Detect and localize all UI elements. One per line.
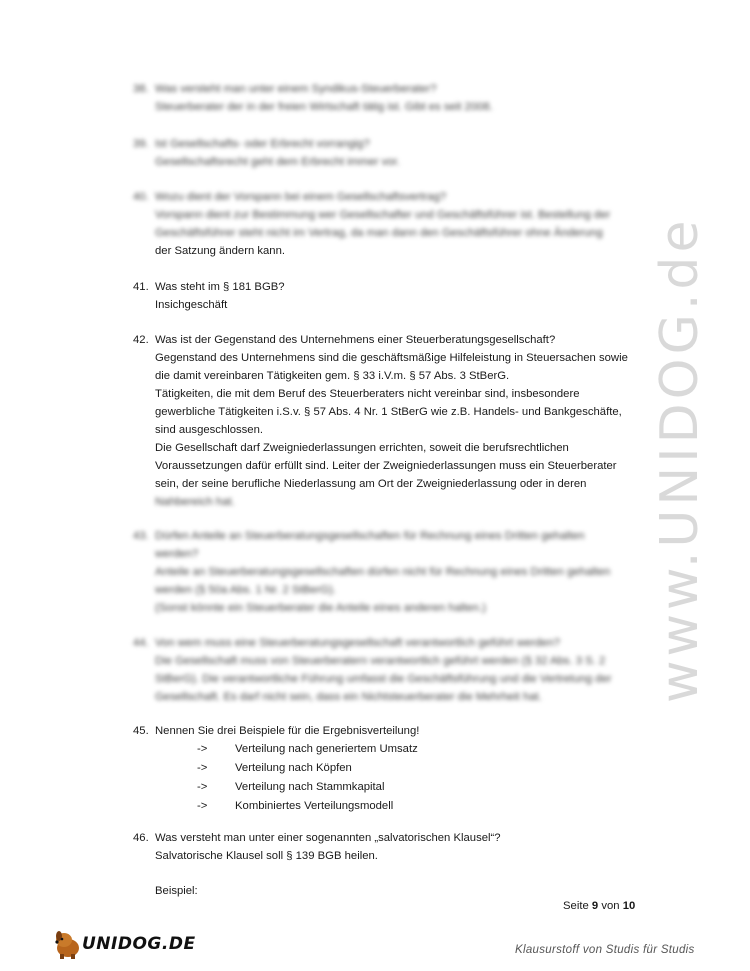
question-text: Was versteht man unter einem Syndikus-Steuerberater? bbox=[155, 83, 437, 95]
question-text: Wozu dient der Vorspann bei einem Gesellschaftsvertrag? bbox=[155, 191, 447, 203]
answer-line: Tätigkeiten, die mit dem Beruf des Steuerberaters nicht vereinbar sind, insbesondere bbox=[155, 388, 580, 400]
question-43 bbox=[133, 527, 643, 617]
question-number: 39. bbox=[133, 138, 149, 150]
list-item bbox=[155, 759, 643, 778]
list-item-text: Verteilung nach generiertem Umsatz bbox=[235, 743, 418, 755]
question-number: 43. bbox=[133, 530, 149, 542]
list-item bbox=[155, 778, 643, 797]
spacer bbox=[155, 865, 643, 882]
answer-text: Steuerberater der in der freien Wirtschaft tätig ist. Gibt es seit 2008. bbox=[155, 101, 493, 113]
answer-line: sein, der seine berufliche Niederlassung am Ort der Zweigniederlassung oder in deren bbox=[155, 478, 587, 490]
page-separator: von bbox=[601, 900, 620, 912]
page-total: 10 bbox=[622, 900, 636, 912]
answer-line: gewerbliche Tätigkeiten i.S.v. § 57 Abs. 4 Nr. 1 StBerG wie z.B. Handels- und Bankgeschäfte, bbox=[155, 406, 622, 418]
answer-line: Geschäftsführer steht nicht im Vertrag, da man dann den Geschäftsführer ohne Änderung bbox=[155, 227, 603, 239]
logo-text: UNIDOG.DE bbox=[82, 934, 196, 954]
question-41 bbox=[133, 278, 643, 314]
arrow-icon: -> bbox=[197, 762, 208, 774]
unidog-logo bbox=[50, 928, 196, 960]
question-text: werden? bbox=[155, 548, 199, 560]
watermark: www.UNIDOG.de bbox=[650, 216, 710, 704]
answer-line: Die Gesellschaft muss von Steuerberatern verantwortlich geführt werden (§ 32 Abs. 3 S. 2 bbox=[155, 655, 606, 667]
list-item bbox=[155, 797, 643, 816]
question-42 bbox=[133, 331, 643, 511]
list-item-text: Verteilung nach Köpfen bbox=[235, 762, 352, 774]
list-item-text: Kombiniertes Verteilungsmodell bbox=[235, 800, 394, 812]
answer-text: Salvatorische Klausel soll § 139 BGB heilen. bbox=[155, 850, 378, 862]
question-text: Nennen Sie drei Beispiele für die Ergebnisverteilung! bbox=[155, 725, 420, 737]
answer-line-blurred: Nahbereich hat. bbox=[155, 496, 235, 508]
question-text: Was ist der Gegenstand des Unternehmens einer Steuerberatungsgesellschaft? bbox=[155, 334, 556, 346]
answer-text: Gesellschaftsrecht geht dem Erbrecht immer vor. bbox=[155, 156, 400, 168]
answer-line: Anteile an Steuerberatungsgesellschaften dürfen nicht für Rechnung eines Dritten gehalten bbox=[155, 566, 611, 578]
arrow-icon: -> bbox=[197, 800, 208, 812]
answer-line: Voraussetzungen dafür erfüllt sind. Leiter der Zweigniederlassungen muss ein Steuerberater bbox=[155, 460, 617, 472]
answer-line: sind ausgeschlossen. bbox=[155, 424, 264, 436]
question-40 bbox=[133, 188, 643, 242]
question-46 bbox=[133, 829, 643, 900]
question-38 bbox=[133, 80, 643, 116]
answer-text: Insichgeschäft bbox=[155, 299, 228, 311]
question-number: 45. bbox=[133, 725, 149, 737]
question-number: 42. bbox=[133, 334, 149, 346]
question-number: 40. bbox=[133, 191, 149, 203]
question-number: 41. bbox=[133, 281, 149, 293]
question-number: 46. bbox=[133, 832, 149, 844]
answer-line: die damit vereinbaren Tätigkeiten gem. § 33 i.V.m. § 57 Abs. 3 StBerG. bbox=[155, 370, 510, 382]
arrow-icon: -> bbox=[197, 743, 208, 755]
dog-icon bbox=[50, 928, 84, 960]
question-39 bbox=[133, 135, 643, 171]
question-text: Was steht im § 181 BGB? bbox=[155, 281, 285, 293]
question-text: Ist Gesellschafts- oder Erbrecht vorrangig? bbox=[155, 138, 370, 150]
answer-line: Gesellschaft. Es darf nicht sein, dass ein Nichtsteuerberater die Mehrheit hat. bbox=[155, 691, 542, 703]
question-44 bbox=[133, 634, 643, 706]
answer-line: der Satzung ändern kann. bbox=[155, 245, 286, 257]
question-text: Dürfen Anteile an Steuerberatungsgesellschaften für Rechnung eines Dritten gehalten bbox=[155, 530, 585, 542]
footer-slogan: Klausurstoff von Studis für Studis bbox=[515, 944, 695, 956]
page-current: 9 bbox=[591, 900, 599, 912]
answer-line: Vorspann dient zur Bestimmung wer Gesellschafter und Geschäftsführer ist. Bestellung der bbox=[155, 209, 611, 221]
page-number bbox=[563, 900, 635, 912]
answer-line: werden (§ 50a Abs. 1 Nr. 2 StBerG). bbox=[155, 584, 336, 596]
page-prefix: Seite bbox=[563, 900, 589, 912]
answer-line: Die Gesellschaft darf Zweigniederlassungen errichten, soweit die berufsrechtlichen bbox=[155, 442, 569, 454]
answer-line: Gegenstand des Unternehmens sind die geschäftsmäßige Hilfeleistung in Steuersachen sowie bbox=[155, 352, 628, 364]
arrow-icon: -> bbox=[197, 781, 208, 793]
question-40-tail bbox=[133, 242, 643, 260]
question-text: Was versteht man unter einer sogenannten „salvatorischen Klausel“? bbox=[155, 832, 501, 844]
question-number: 38. bbox=[133, 83, 149, 95]
question-text: Von wem muss eine Steuerberatungsgesellschaft verantwortlich geführt werden? bbox=[155, 637, 561, 649]
list-item bbox=[155, 740, 643, 759]
question-number: 44. bbox=[133, 637, 149, 649]
answer-line: StBerG). Die verantwortliche Führung umfasst die Geschäftsführung und die Vertretung der bbox=[155, 673, 612, 685]
question-45 bbox=[133, 722, 643, 816]
answer-line: (Sonst könnte ein Steuerberater die Anteile eines anderen halten.) bbox=[155, 602, 486, 614]
list-item-text: Verteilung nach Stammkapital bbox=[235, 781, 385, 793]
example-label: Beispiel: bbox=[155, 885, 198, 897]
